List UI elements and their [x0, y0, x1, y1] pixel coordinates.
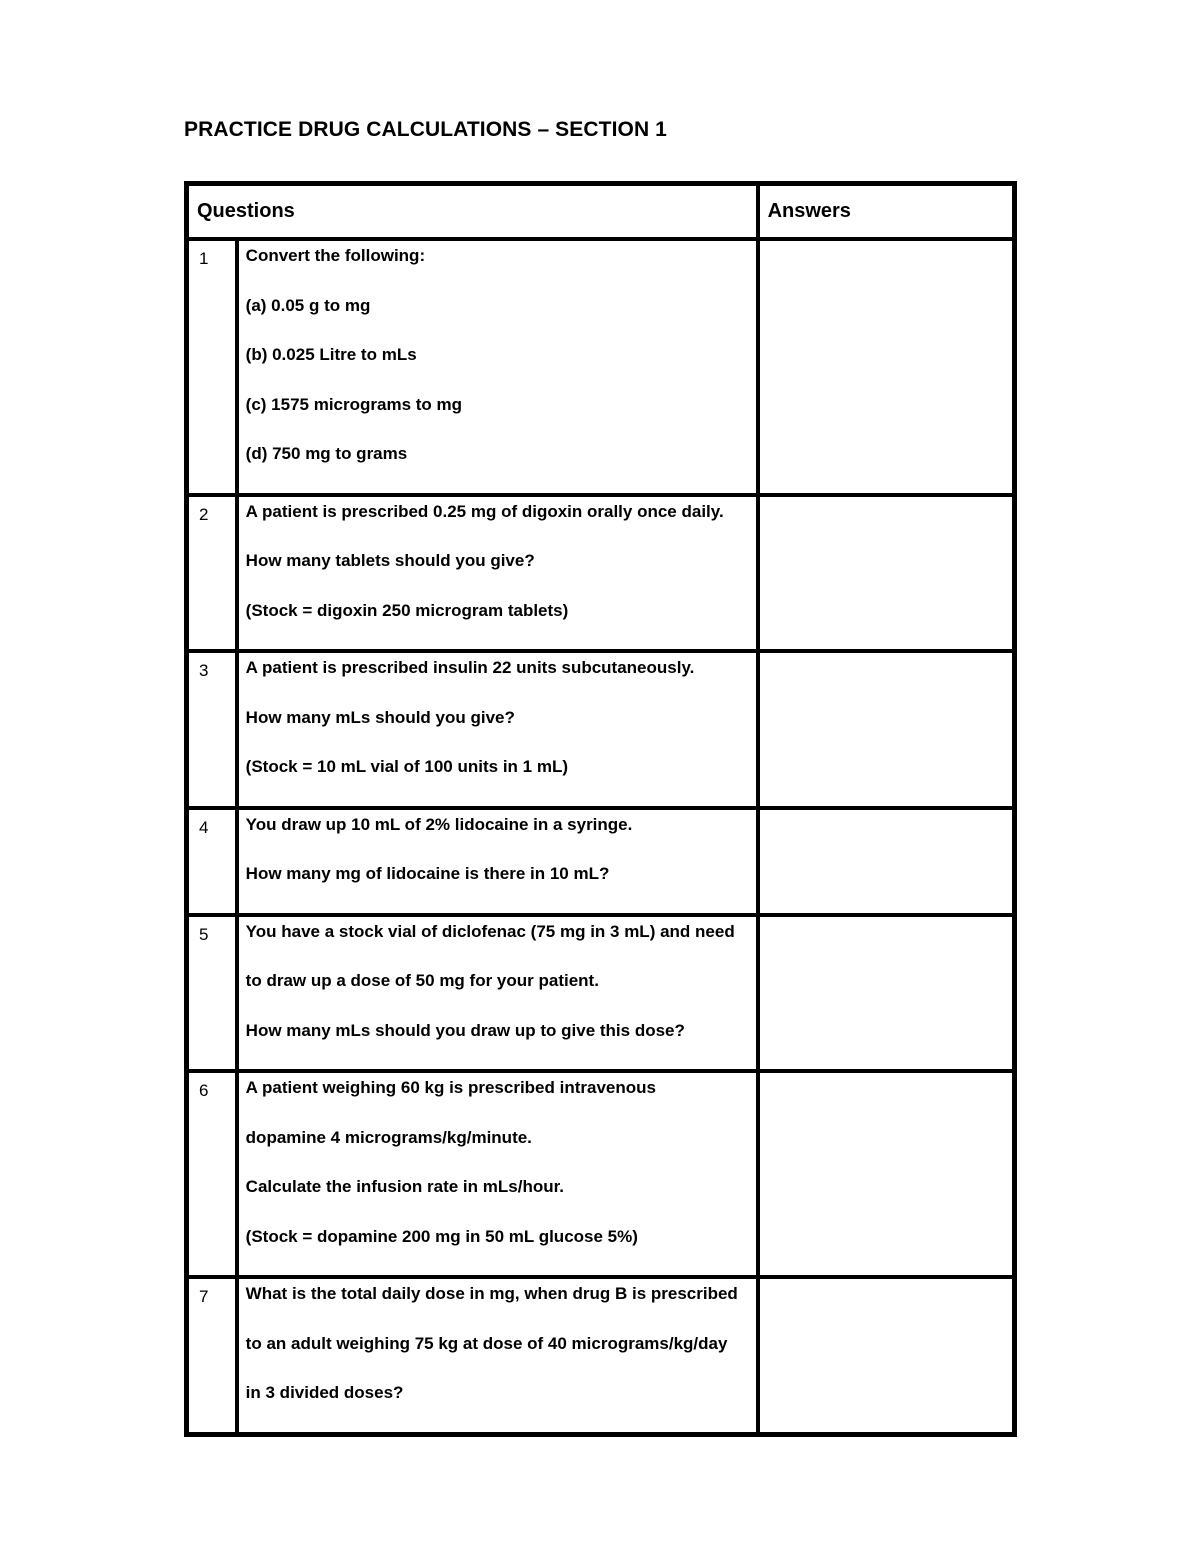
question-text-cell	[237, 915, 758, 1072]
question-line: Convert the following:	[245, 246, 426, 265]
answer-cell[interactable]	[758, 495, 1015, 652]
question-line: (Stock = 10 mL vial of 100 units in 1 mL)	[245, 757, 568, 776]
question-line: dopamine 4 micrograms/kg/minute.	[245, 1127, 532, 1147]
answer-cell[interactable]	[758, 1071, 1015, 1277]
table-row	[187, 651, 1015, 808]
question-line: How many mg of lidocaine is there in 10 mL?	[245, 864, 610, 883]
answer-cell[interactable]	[758, 808, 1015, 915]
questions-header: Questions	[187, 184, 758, 240]
question-line: Calculate the infusion rate in mLs/hour.	[245, 1177, 564, 1196]
question-line: You have a stock vial of diclofenac (75 mg in 3 mL) and need	[245, 921, 735, 941]
answer-cell[interactable]	[758, 239, 1015, 495]
question-text-cell	[237, 239, 758, 495]
question-number: 2	[187, 495, 237, 652]
question-number: 3	[187, 651, 237, 808]
question-line: to an adult weighing 75 kg at dose of 40 micrograms/kg/day	[245, 1333, 728, 1353]
question-text-cell	[237, 495, 758, 652]
question-line: How many tablets should you give?	[245, 551, 535, 570]
question-text-cell	[237, 1277, 758, 1434]
question-line: in 3 divided doses?	[245, 1383, 404, 1402]
question-number: 1	[187, 239, 237, 495]
page-title: PRACTICE DRUG CALCULATIONS – SECTION 1	[184, 118, 667, 141]
table-row	[187, 1071, 1015, 1277]
question-line: A patient is prescribed insulin 22 units subcutaneously.	[245, 658, 695, 677]
question-number: 4	[187, 808, 237, 915]
question-line: (b) 0.025 Litre to mLs	[245, 345, 417, 364]
answer-cell[interactable]	[758, 915, 1015, 1072]
question-line: How many mLs should you give?	[245, 707, 515, 727]
table-header-row	[187, 184, 1015, 240]
answer-cell[interactable]	[758, 651, 1015, 808]
question-number: 5	[187, 915, 237, 1072]
question-line: (Stock = digoxin 250 microgram tablets)	[245, 600, 569, 620]
question-line: to draw up a dose of 50 mg for your patient.	[245, 971, 599, 990]
question-line: (Stock = dopamine 200 mg in 50 mL glucose 5%)	[245, 1226, 638, 1246]
question-line: A patient weighing 60 kg is prescribed intravenous	[245, 1078, 656, 1097]
answers-header: Answers	[758, 184, 1015, 240]
question-line: You draw up 10 mL of 2% lidocaine in a syringe.	[245, 814, 633, 834]
question-line: (d) 750 mg to grams	[245, 444, 408, 463]
table-row	[187, 239, 1015, 495]
question-number: 6	[187, 1071, 237, 1277]
question-line: (c) 1575 micrograms to mg	[245, 394, 463, 414]
question-line: A patient is prescribed 0.25 mg of digoxin orally once daily.	[245, 501, 724, 521]
table-row	[187, 808, 1015, 915]
table-row	[187, 1277, 1015, 1434]
questions-table	[184, 181, 1017, 1437]
question-line: How many mLs should you draw up to give this dose?	[245, 1020, 685, 1040]
table-row	[187, 915, 1015, 1072]
table-row	[187, 495, 1015, 652]
question-text-cell	[237, 651, 758, 808]
question-text-cell	[237, 808, 758, 915]
question-text-cell	[237, 1071, 758, 1277]
question-number: 7	[187, 1277, 237, 1434]
question-line: What is the total daily dose in mg, when drug B is prescribed	[245, 1284, 738, 1303]
question-line: (a) 0.05 g to mg	[245, 295, 371, 315]
answer-cell[interactable]	[758, 1277, 1015, 1434]
